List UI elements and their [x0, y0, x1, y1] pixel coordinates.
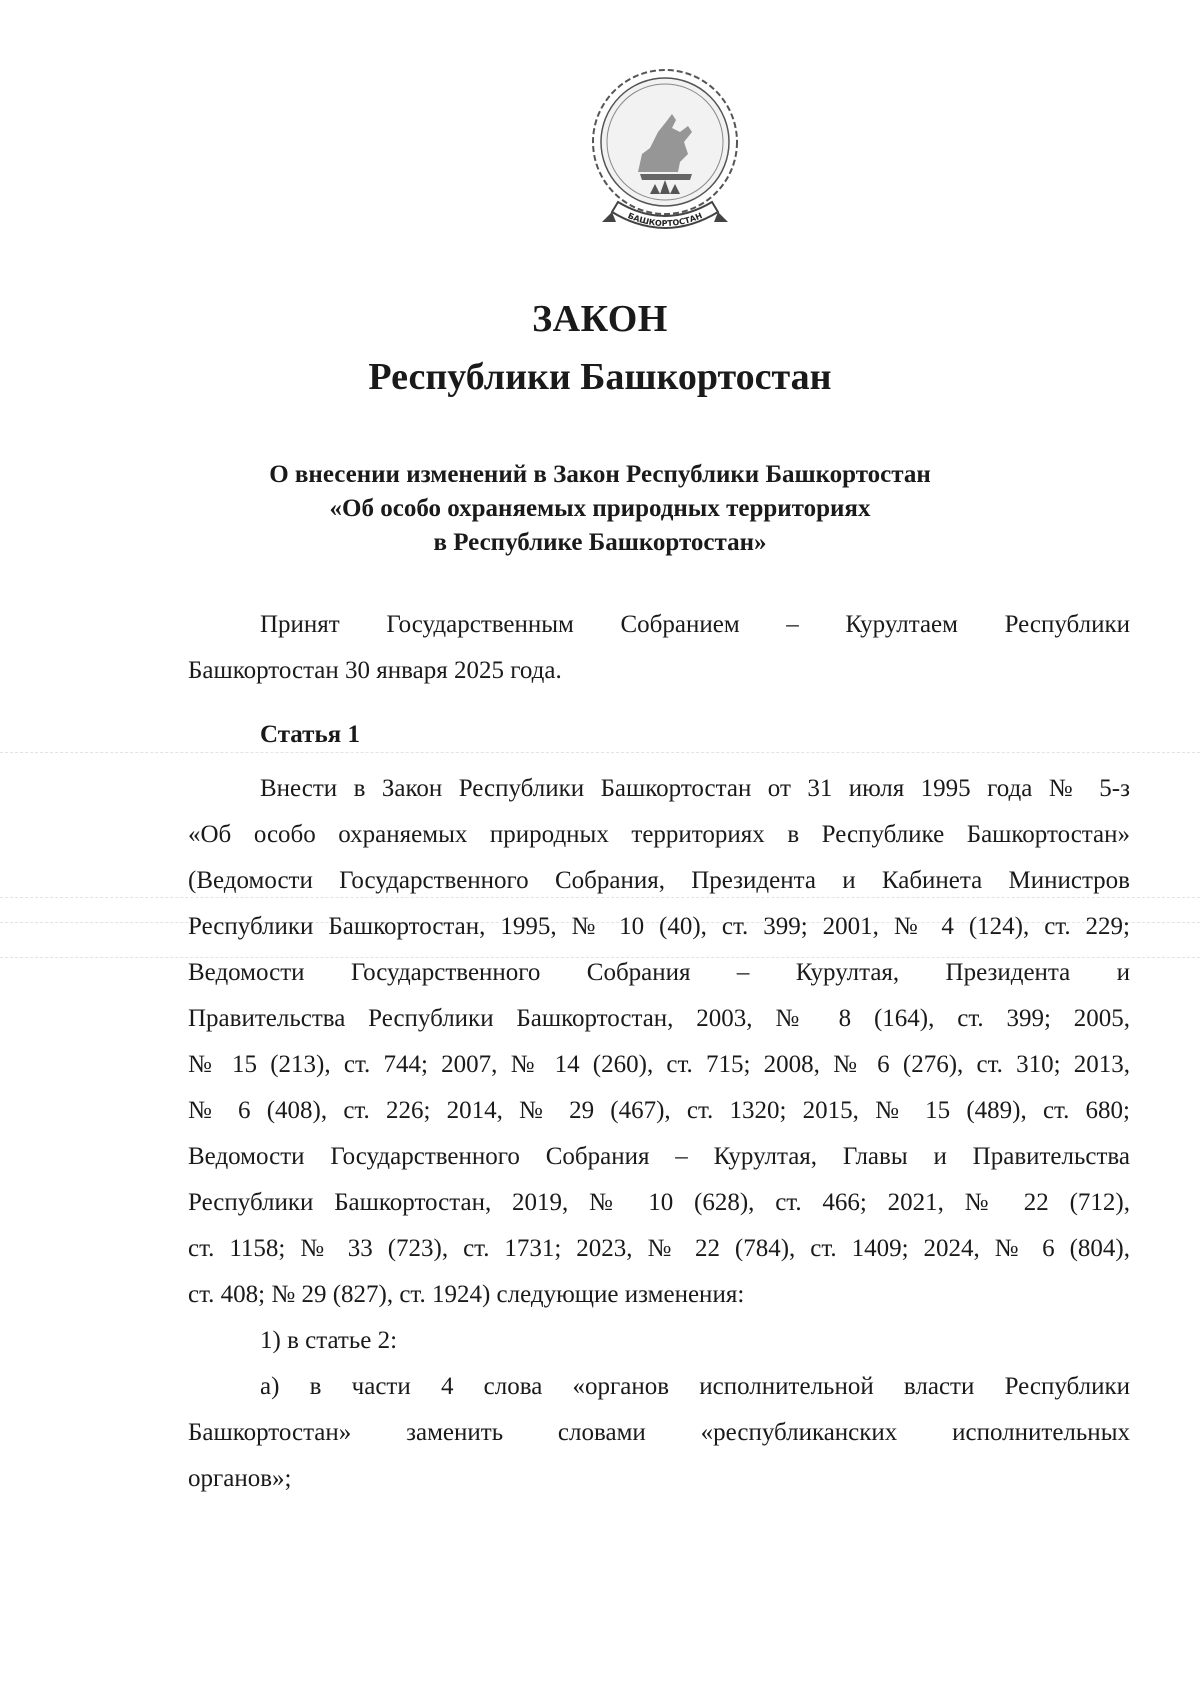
item-1a-line: Башкортостан» заменить словами «республиканских исполнительных [188, 1419, 1130, 1446]
article-line: Внести в Закон Республики Башкортостан от 31 июля 1995 года № 5-з [260, 775, 1130, 802]
article-line: Правительства Республики Башкортостан, 2003, № 8 (164), ст. 399; 2005, [188, 1005, 1130, 1032]
item-1: 1) в статье 2: [260, 1327, 398, 1354]
article-line: Республики Башкортостан, 2019, № 10 (628), ст. 466; 2021, № 22 (712), [188, 1189, 1130, 1216]
article-1-body [188, 766, 1130, 1502]
item-1a-line: а) в части 4 слова «органов исполнительной власти Республики [260, 1373, 1130, 1400]
article-line: Ведомости Государственного Собрания – Курултая, Главы и Правительства [188, 1143, 1130, 1170]
article-line: Республики Башкортостан, 1995, № 10 (40), ст. 399; 2001, № 4 (124), ст. 229; [188, 913, 1130, 940]
law-title: ЗАКОН [532, 298, 668, 340]
law-subtitle: Республики Башкортостан [368, 356, 832, 398]
article-line: № 6 (408), ст. 226; 2014, № 29 (467), ст. 1320; 2015, № 15 (489), ст. 680; [188, 1097, 1130, 1124]
law-heading-line: в Республике Башкортостан» [433, 529, 767, 556]
article-line: ст. 408; № 29 (827), ст. 1924) следующие изменения: [188, 1281, 745, 1308]
article-line: «Об особо охраняемых природных территориях в Республике Башкортостан» [188, 821, 1130, 848]
article-line: (Ведомости Государственного Собрания, Президента и Кабинета Министров [188, 867, 1130, 894]
article-line: ст. 1158; № 33 (723), ст. 1731; 2023, № 22 (784), ст. 1409; 2024, № 6 (804), [188, 1235, 1130, 1262]
law-heading-line: «Об особо охраняемых природных территориях [329, 495, 871, 522]
coat-of-arms-emblem [580, 62, 750, 242]
coat-of-arms-icon [580, 62, 750, 242]
article-line: № 15 (213), ст. 744; 2007, № 14 (260), ст. 715; 2008, № 6 (276), ст. 310; 2013, [188, 1051, 1130, 1078]
adoption-line: Башкортостан 30 января 2025 года. [188, 657, 562, 684]
article-1-title: Статья 1 [260, 721, 360, 748]
item-1a-line: органов»; [188, 1465, 292, 1492]
adoption-line: Принят Государственным Собранием – Курултаем Республики [260, 611, 1130, 638]
article-line: Ведомости Государственного Собрания – Курултая, Президента и [188, 959, 1130, 986]
adoption-statement [188, 602, 1130, 694]
law-heading-line: О внесении изменений в Закон Республики Башкортостан [269, 461, 931, 488]
law-heading [0, 458, 1200, 560]
emblem-ribbon-text: БАШКОРТОСТАН [626, 211, 704, 229]
scan-artifact-line [0, 752, 1200, 753]
